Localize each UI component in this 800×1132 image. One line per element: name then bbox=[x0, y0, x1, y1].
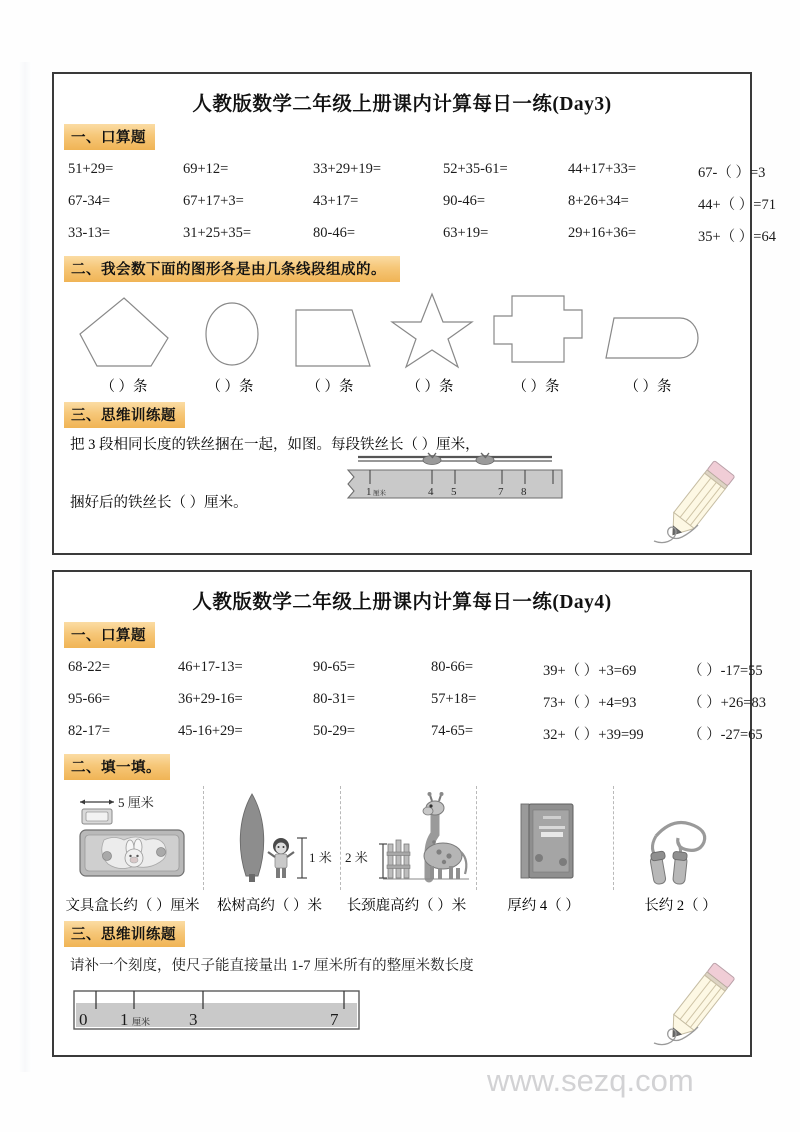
fill-cell-dictionary bbox=[477, 786, 613, 890]
fence-icon bbox=[387, 840, 410, 878]
ruler-tick-label: 1 bbox=[120, 1010, 129, 1029]
height-measure-icon bbox=[379, 844, 387, 878]
shape-cross-rectangle-slot bbox=[482, 286, 594, 370]
giraffe-illustration bbox=[343, 790, 475, 890]
page-title-day3: 人教版数学二年级上册课内计算每日一练(Day3) bbox=[192, 94, 612, 115]
calc-item: （ ）-17=55 bbox=[688, 663, 763, 679]
wire-on-ruler-figure bbox=[344, 448, 566, 502]
fill-cell-jump-rope bbox=[614, 786, 750, 890]
section-header-row bbox=[54, 915, 750, 949]
calc-item: （ ）-27=65 bbox=[688, 727, 763, 743]
measure-label: 1 米 bbox=[309, 850, 332, 865]
ruler-tick-unit: 厘米 bbox=[373, 490, 386, 497]
shape-answer-blank: （ ）条 bbox=[624, 379, 672, 395]
calc-grid-day3 bbox=[54, 152, 776, 250]
star-icon bbox=[391, 292, 473, 370]
section-header-row bbox=[54, 748, 750, 782]
calc-item: 36+29-16= bbox=[178, 691, 243, 707]
section-header-row bbox=[54, 616, 750, 650]
section-heading-oral-calc: 一、口算题 bbox=[64, 124, 155, 150]
measure-label: 2 米 bbox=[344, 850, 368, 865]
ruler-tick-label: 0 bbox=[79, 1010, 88, 1029]
calc-item: 45-16+29= bbox=[178, 723, 243, 739]
ellipse-icon bbox=[200, 294, 264, 370]
pentagon-icon bbox=[76, 294, 176, 370]
rope-handle-icon bbox=[649, 851, 666, 885]
decor-dot bbox=[102, 852, 111, 861]
worksheet-day4 bbox=[52, 570, 766, 1057]
pencil-decoration-day3 bbox=[646, 457, 742, 549]
calc-item: 31+25+35= bbox=[183, 225, 252, 241]
calc-item: 73+（ ）+4=93 bbox=[543, 695, 637, 711]
section-heading-fill-in: 二、填一填。 bbox=[64, 754, 170, 780]
calc-item: 39+（ ）+3=69 bbox=[543, 663, 637, 679]
calc-grid-day4 bbox=[54, 650, 766, 748]
section-header-row bbox=[54, 396, 750, 430]
calc-item: 80-66= bbox=[431, 659, 474, 675]
calc-item: 68-22= bbox=[68, 659, 111, 675]
calc-item: 95-66= bbox=[68, 691, 111, 707]
calc-item: 33-13= bbox=[68, 225, 111, 241]
fill-cell-pine-tree bbox=[204, 786, 340, 890]
fill-in-picture-row bbox=[54, 782, 750, 890]
page-left-strip bbox=[18, 62, 32, 1072]
jump-rope-illustration bbox=[620, 790, 744, 890]
ruler-illustration bbox=[72, 985, 362, 1033]
height-measure-icon bbox=[297, 838, 307, 878]
wire-ruler-illustration bbox=[344, 448, 566, 502]
measure-label: 5 厘米 bbox=[117, 795, 154, 810]
fill-label: 厚约 4（ ） bbox=[507, 898, 580, 914]
calc-item: 52+35-61= bbox=[443, 161, 508, 177]
ruler-tick-label: 1 bbox=[366, 486, 372, 498]
section-header-row bbox=[54, 250, 750, 284]
shape-answer-blank: （ ）条 bbox=[206, 379, 254, 395]
worksheet-day3 bbox=[52, 72, 776, 555]
ruler-tick-label: 4 bbox=[428, 486, 434, 498]
calc-item: 80-46= bbox=[313, 225, 356, 241]
watermark: www.sezq.com bbox=[487, 1063, 694, 1098]
shape-answer-blank: （ ）条 bbox=[512, 379, 560, 395]
calc-item: 67-（ ）=3 bbox=[698, 165, 766, 181]
calc-item: 43+17= bbox=[313, 193, 359, 209]
calc-item: 29+16+36= bbox=[568, 225, 637, 241]
ruler-tick-label: 7 bbox=[330, 1010, 339, 1029]
shape-star-slot bbox=[382, 286, 482, 370]
rope-handle-icon bbox=[672, 851, 687, 884]
pencil-case-illustration bbox=[74, 790, 198, 890]
shape-answer-blank: （ ）条 bbox=[406, 379, 454, 395]
shape-answers-row bbox=[54, 370, 750, 396]
shape-ellipse-slot bbox=[182, 286, 282, 370]
calc-item: （ ）+26=83 bbox=[688, 695, 766, 711]
calc-item: 90-46= bbox=[443, 193, 486, 209]
section-heading-thinking-training: 三、思维训练题 bbox=[64, 402, 185, 428]
calc-item: 67+17+3= bbox=[183, 193, 244, 209]
fill-label: 长约 2（ ） bbox=[644, 898, 717, 914]
shape-pentagon-slot bbox=[70, 286, 182, 370]
wire-tie-icon bbox=[476, 453, 494, 465]
dictionary-illustration bbox=[505, 790, 585, 890]
child-icon bbox=[268, 838, 294, 878]
book-title-band bbox=[541, 832, 563, 837]
calc-item: 44+（ ）=71 bbox=[698, 197, 776, 213]
calc-item: 50-29= bbox=[313, 723, 356, 739]
pencil-icon bbox=[646, 457, 742, 549]
calc-item: 74-65= bbox=[431, 723, 474, 739]
calc-item: 63+19= bbox=[443, 225, 489, 241]
calc-item: 82-17= bbox=[68, 723, 111, 739]
ruler-tick-unit: 厘米 bbox=[132, 1017, 151, 1027]
fill-in-labels-row bbox=[54, 894, 750, 915]
calc-item: 90-65= bbox=[313, 659, 356, 675]
ruler-tick-label: 8 bbox=[521, 486, 527, 498]
ruler-tick-label: 5 bbox=[451, 486, 457, 498]
shapes-row bbox=[54, 284, 750, 370]
calc-item: 80-31= bbox=[313, 691, 356, 707]
pencil-icon bbox=[646, 959, 742, 1051]
fill-label: 文具盒长约（ ）厘米 bbox=[65, 898, 200, 914]
calc-item: 33+29+19= bbox=[313, 161, 382, 177]
section-heading-count-segments: 二、我会数下面的图形各是由几条线段组成的。 bbox=[64, 256, 400, 282]
calc-item: 67-34= bbox=[68, 193, 111, 209]
calc-item: 44+17+33= bbox=[568, 161, 637, 177]
calc-item: 35+（ ）=64 bbox=[698, 229, 776, 245]
fill-label: 松树高约（ ）米 bbox=[216, 898, 323, 914]
page-title-day4: 人教版数学二年级上册课内计算每日一练(Day4) bbox=[192, 592, 612, 613]
thinking-question-day4: 请补一个刻度，使尺子能直接量出 1-7 厘米所有的整厘米数长度 bbox=[70, 958, 474, 974]
fill-label: 长颈鹿高约（ ）米 bbox=[346, 898, 467, 914]
section-heading-oral-calc: 一、口算题 bbox=[64, 622, 155, 648]
calc-item: 69+12= bbox=[183, 161, 229, 177]
shape-rounded-end-quadrilateral-slot bbox=[594, 286, 706, 370]
fill-cell-giraffe bbox=[341, 786, 477, 890]
section-heading-thinking-training: 三、思维训练题 bbox=[64, 921, 185, 947]
calc-item: 8+26+34= bbox=[568, 193, 629, 209]
pencil-decoration-day4 bbox=[646, 959, 742, 1051]
shape-answer-blank: （ ）条 bbox=[306, 379, 354, 395]
ruler-tick-label: 3 bbox=[189, 1010, 198, 1029]
decor-dot bbox=[156, 848, 165, 857]
calc-item: 51+29= bbox=[68, 161, 114, 177]
rounded-end-quadrilateral-icon bbox=[600, 298, 700, 370]
shape-trapezoid-slot bbox=[282, 286, 382, 370]
trapezoid-icon bbox=[290, 294, 374, 370]
section-header-row bbox=[54, 118, 750, 152]
fill-cell-pencil-case bbox=[68, 786, 204, 890]
calc-item: 32+（ ）+39=99 bbox=[543, 727, 644, 743]
question-line-2: 捆好后的铁丝长（ ）厘米。 bbox=[70, 494, 248, 511]
calc-item: 46+17-13= bbox=[178, 659, 243, 675]
ruler-tick-label: 7 bbox=[498, 486, 504, 498]
question-line-1: 把 3 段相同长度的铁丝捆在一起，如图。每段铁丝长（ ）厘米， bbox=[70, 437, 480, 453]
calc-item: 57+18= bbox=[431, 691, 477, 707]
wire-tie-icon bbox=[423, 453, 441, 465]
giraffe-icon bbox=[423, 792, 466, 879]
measure-arrow-icon bbox=[80, 800, 114, 805]
shape-answer-blank: （ ）条 bbox=[100, 379, 148, 395]
cross-rectangle-icon bbox=[490, 292, 586, 370]
pine-tree-illustration bbox=[212, 790, 332, 890]
